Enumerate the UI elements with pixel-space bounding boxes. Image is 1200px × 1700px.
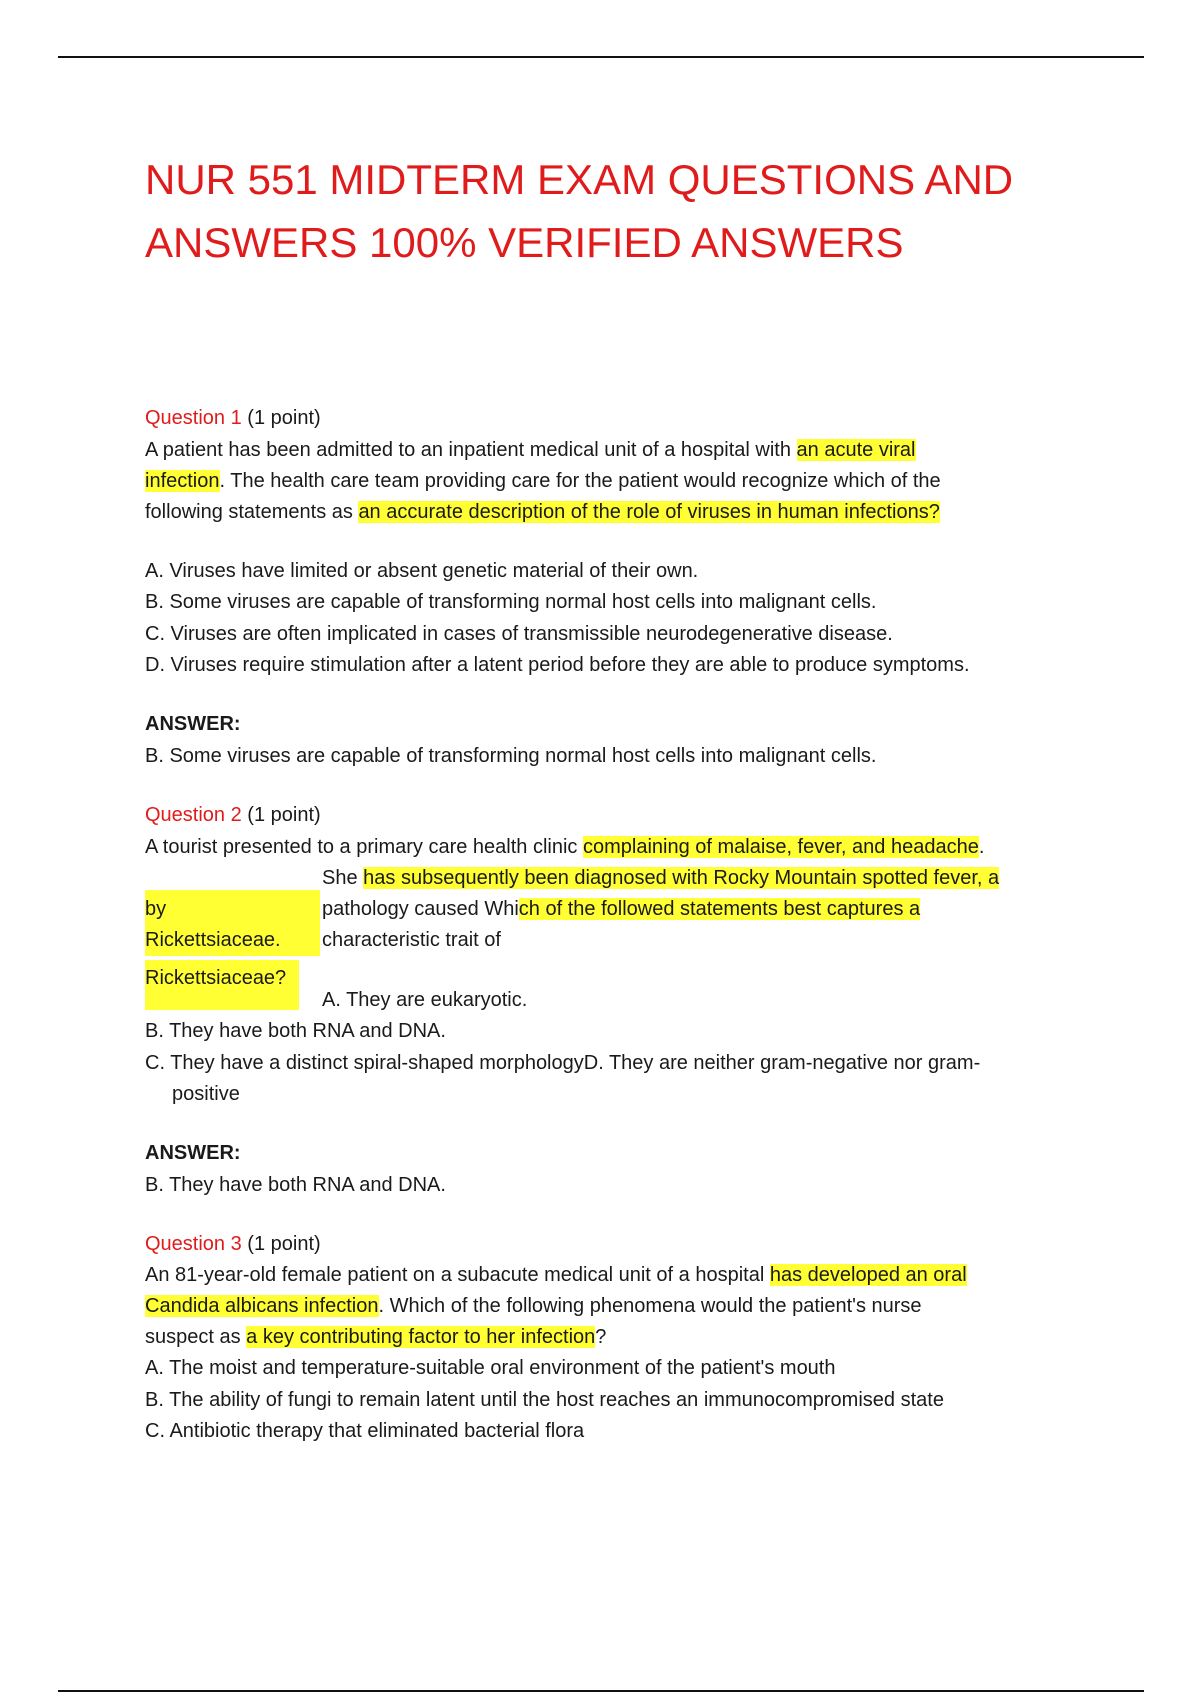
question-1-option-c: C. Viruses are often implicated in cases of transmissible neurodegenerative disease. xyxy=(145,623,893,645)
question-1-option-d: D. Viruses require stimulation after a latent period before they are able to produce symptoms. xyxy=(145,654,970,676)
question-2-number: Question 2 xyxy=(145,804,242,826)
question-3-header: Question 3 (1 point) xyxy=(145,1233,321,1255)
question-2-answer: B. They have both RNA and DNA. xyxy=(145,1174,446,1196)
highlight: infection xyxy=(145,470,220,492)
question-1-answer: B. Some viruses are capable of transforming normal host cells into malignant cells. xyxy=(145,745,877,767)
question-3-number: Question 3 xyxy=(145,1233,242,1255)
question-1-stem-line-2: infection. The health care team providing care for the patient would recognize which of the xyxy=(145,470,941,492)
bottom-rule xyxy=(58,1690,1144,1692)
document-title: NUR 551 MIDTERM EXAM QUESTIONS AND ANSWERS 100% VERIFIED ANSWERS xyxy=(145,156,1014,266)
question-2-left-rickettsiaceae: Rickettsiaceae. xyxy=(145,929,281,951)
highlight: Candida albicans infection xyxy=(145,1295,379,1317)
question-2-option-c-cont: positive xyxy=(172,1083,240,1105)
question-2-header: Question 2 (1 point) xyxy=(145,804,321,826)
question-1-answer-label: ANSWER: xyxy=(145,713,241,735)
question-2-option-b: B. They have both RNA and DNA. xyxy=(145,1020,446,1042)
question-2-stem-line-2: She has subsequently been diagnosed with Rocky Mountain spotted fever, a xyxy=(322,867,1000,889)
question-3-option-c: C. Antibiotic therapy that eliminated bacterial flora xyxy=(145,1420,585,1442)
highlight: complaining of malaise, fever, and headache xyxy=(583,836,979,858)
question-2-stem-line-3: pathology caused Which of the followed statements best captures a xyxy=(322,898,921,920)
highlight: ch of the followed statements best captures a xyxy=(518,898,921,920)
question-2-answer-label: ANSWER: xyxy=(145,1142,241,1164)
highlight: an acute viral xyxy=(796,439,916,461)
question-3-stem-line-2: Candida albicans infection. Which of the following phenomena would the patient's nurse xyxy=(145,1295,922,1317)
question-1-option-a: A. Viruses have limited or absent genetic material of their own. xyxy=(145,560,699,582)
question-3-stem-line-3: suspect as a key contributing factor to her infection? xyxy=(145,1326,607,1348)
highlight: has developed an oral xyxy=(769,1264,967,1286)
question-1-stem-line-1: A patient has been admitted to an inpatient medical unit of a hospital with an acute viral xyxy=(145,439,916,461)
question-3-option-a: A. The moist and temperature-suitable oral environment of the patient's mouth xyxy=(145,1357,836,1379)
top-rule xyxy=(58,56,1144,58)
question-2-left-rickettsiaceae-question: Rickettsiaceae? xyxy=(145,967,287,989)
question-2-stem-line-1: A tourist presented to a primary care health clinic complaining of malaise, fever, and headache. xyxy=(145,836,985,858)
question-1-header: Question 1 (1 point) xyxy=(145,407,321,429)
question-3-stem-line-1: An 81-year-old female patient on a subacute medical unit of a hospital has developed an oral xyxy=(145,1264,967,1286)
question-1-number: Question 1 xyxy=(145,407,242,429)
highlight: a key contributing factor to her infection xyxy=(246,1326,596,1348)
question-1-stem-line-3: following statements as an accurate description of the role of viruses in human infections? xyxy=(145,501,940,523)
question-1-option-b: B. Some viruses are capable of transforming normal host cells into malignant cells. xyxy=(145,591,877,613)
highlight: an accurate description of the role of viruses in human infections? xyxy=(358,501,940,523)
question-2-option-a: A. They are eukaryotic. xyxy=(322,989,528,1011)
highlight: has subsequently been diagnosed with Rocky Mountain spotted fever, a xyxy=(363,867,1000,889)
question-2-stem-line-4: characteristic trait of xyxy=(322,929,501,951)
question-2-left-by: by xyxy=(145,898,167,920)
question-3-option-b: B. The ability of fungi to remain latent until the host reaches an immunocompromised state xyxy=(145,1389,944,1411)
question-2-option-c: C. They have a distinct spiral-shaped morphologyD. They are neither gram-negative nor gram- xyxy=(145,1052,981,1074)
